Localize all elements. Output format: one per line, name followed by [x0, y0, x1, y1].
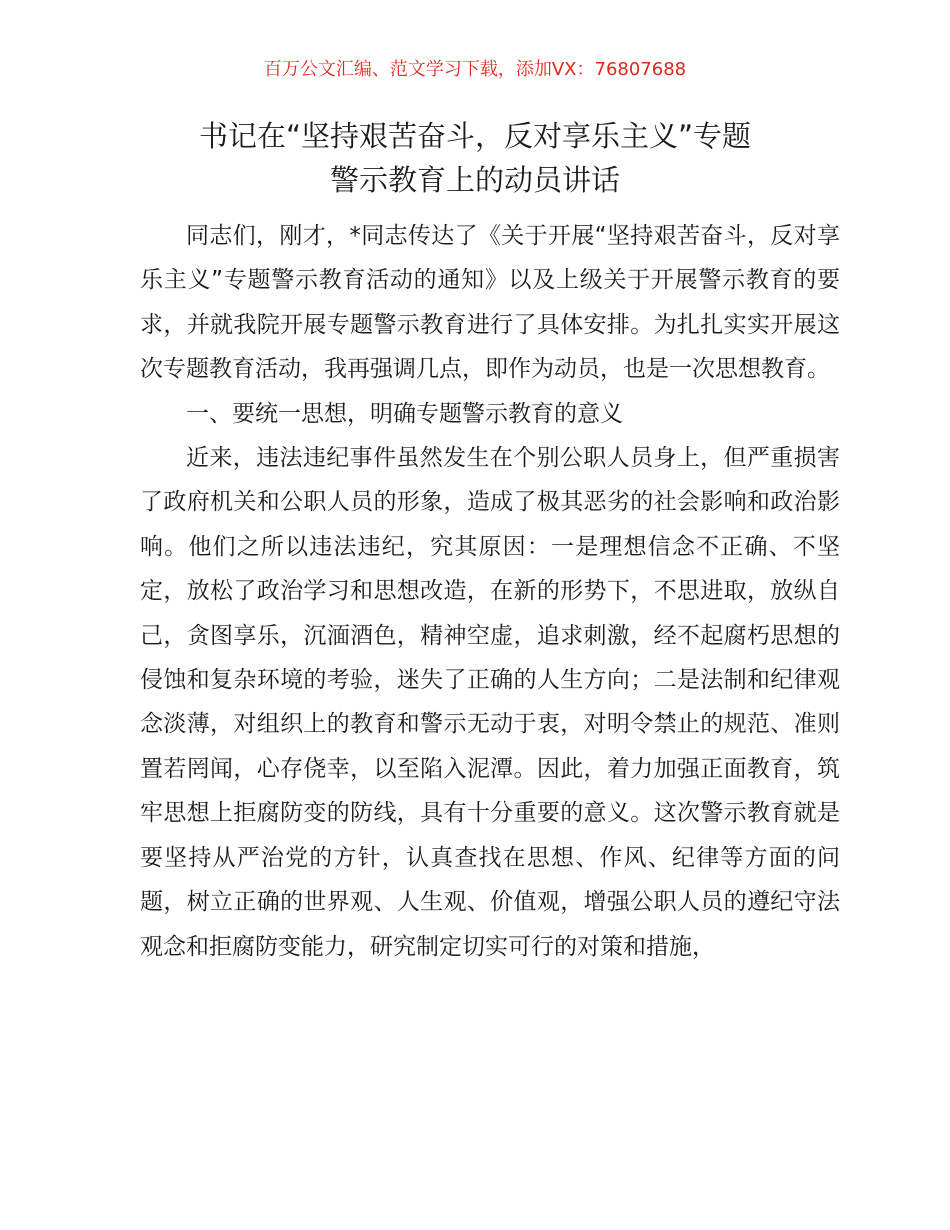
document-body	[140, 214, 840, 969]
title-line-2: 警示教育上的动员讲话	[329, 163, 620, 197]
title-line-1: 书记在“坚持艰苦奋斗，反对享乐主义”专题	[198, 119, 752, 153]
watermark-banner: 百万公文汇编、范文学习下载，添加VX：76807688	[263, 59, 687, 80]
paragraph-intro: 同志们，刚才，*同志传达了《关于开展“坚持艰苦奋斗，反对享乐主义”专题警示教育活动的通知》以及上级关于开展警示教育的要求，并就我院开展专题警示教育进行了具体安排。为扎扎实实开展这次专题教育活动，我再强调几点，即作为动员，也是一次思想教育。	[140, 223, 840, 383]
section-heading-1: 一、要统一思想，明确专题警示教育的意义	[186, 400, 623, 427]
paragraph-section-1: 近来，违法违纪事件虽然发生在个别公职人员身上，但严重损害了政府机关和公职人员的形象，造成了极其恶劣的社会影响和政治影响。他们之所以违法违纪，究其原因：一是理想信念不正确、不坚定，放松了政治学习和思想改造，在新的形势下，不思进取，放纵自己，贪图享乐，沉湎酒色，精神空虚，追求刺激，经不起腐朽思想的侵蚀和复杂环境的考验，迷失了正确的人生方向；二是法制和纪律观念淡薄，对组织上的教育和警示无动于衷，对明令禁止的规范、准则置若罔闻，心存侥幸，以至陷入泥潭。因此，着力加强正面教育，筑牢思想上拒腐防变的防线，具有十分重要的意义。这次警示教育就是要坚持从严治党的方针，认真查找在思想、作风、纪律等方面的问题，树立正确的世界观、人生观、价值观，增强公职人员的遵纪守法观念和拒腐防变能力，研究制定切实可行的对策和措施，	[140, 445, 840, 960]
document-title	[100, 114, 850, 202]
